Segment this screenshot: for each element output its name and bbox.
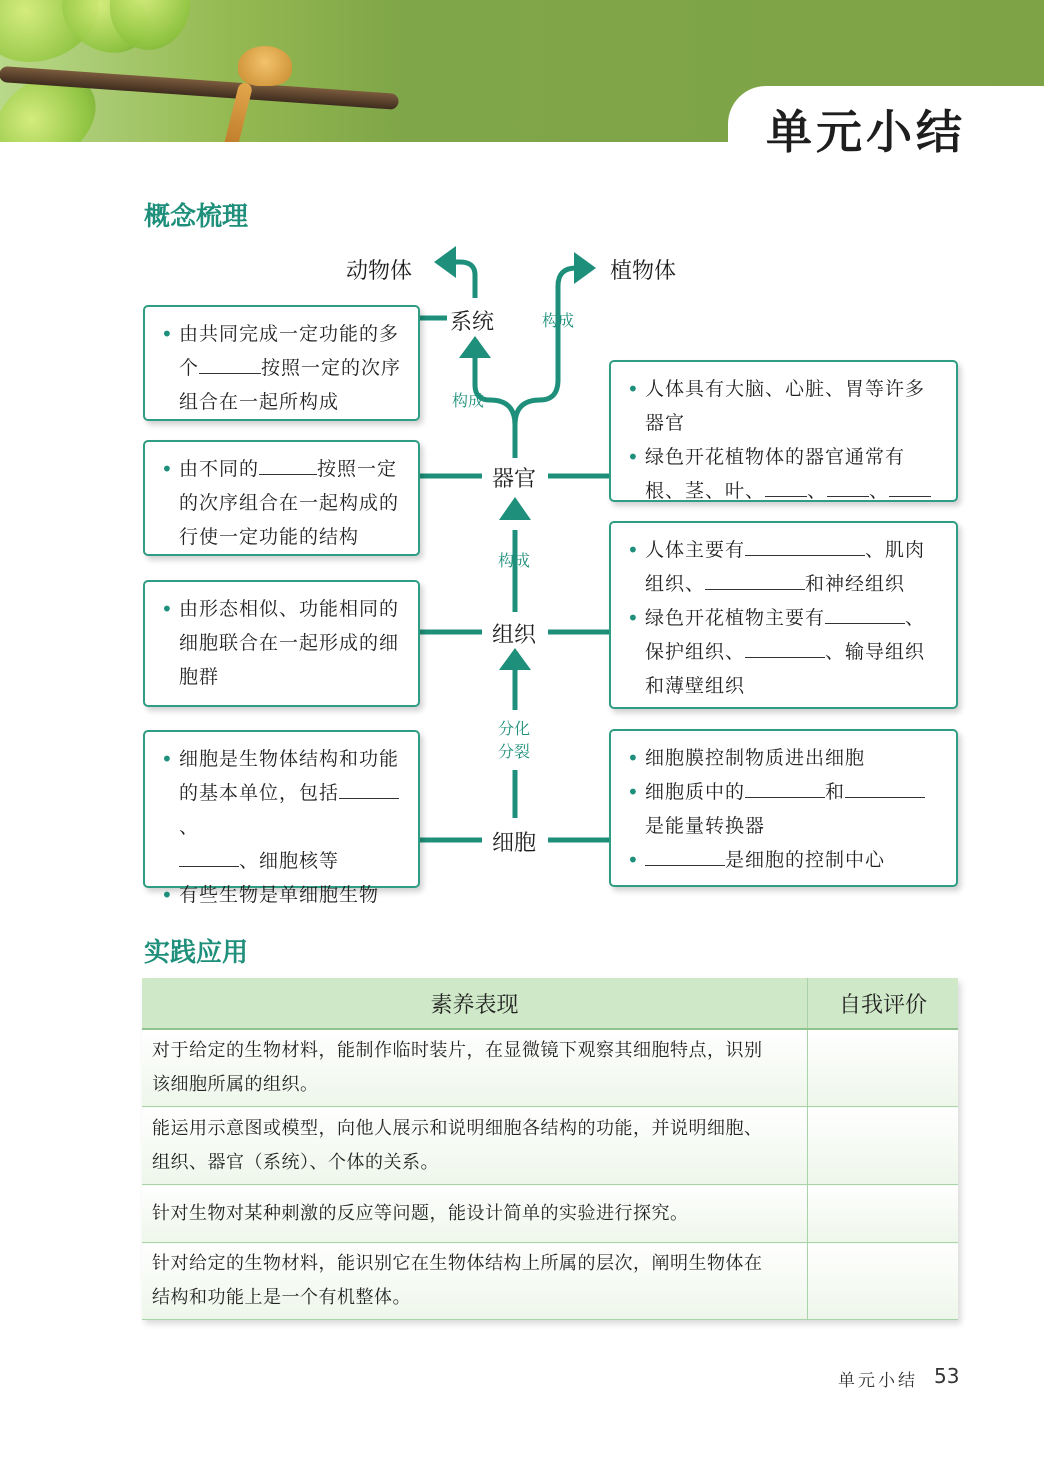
fill-blank[interactable] [889,476,931,497]
card-tissue-definition [143,580,420,707]
table-header-row [142,978,958,1029]
table-row [142,1243,958,1320]
plant-body-label: 植物体 [610,259,677,284]
page-title: 单元小结 [766,105,966,159]
text-line: 行使一定功能的结构 [179,526,360,548]
text-line: • 是细胞的控制中心 [645,843,942,877]
node-system: 系统 [450,310,495,335]
text-line: • 由共同完成一定功能的多 [179,317,404,351]
text-line: 的次序组合在一起构成的 [179,492,400,514]
fill-blank[interactable] [705,569,805,590]
table-row [142,1029,958,1107]
section-title-concept: 概念梳理 [144,202,249,232]
text-line: • 细胞质中的 和 [645,775,942,809]
fill-blank[interactable] [845,777,925,798]
label-differentiate: 分化 [498,719,531,738]
fill-blank[interactable] [745,637,825,658]
node-cell: 细胞 [492,831,537,856]
text-line: • 由形态相似、功能相同的 [179,592,404,626]
table-cell-evaluation[interactable] [808,1185,959,1243]
fill-blank[interactable] [179,846,239,867]
text-line: 个 按照一定的次序 [179,351,404,385]
label-compose-system: 构成 [452,391,485,410]
card-system-definition [143,305,420,421]
text-line: 组合在一起所构成 [179,391,340,413]
animal-body-label: 动物体 [346,259,413,284]
text-line: • 人体主要有 、肌肉 [645,533,942,567]
fill-blank[interactable] [827,476,869,497]
text-line: • 有些生物是单细胞生物 [179,878,404,912]
fill-blank[interactable] [825,603,905,624]
text-line: • 人体具有大脑、心脏、胃等许多 [645,372,942,406]
fill-blank[interactable] [339,778,399,799]
text-line: • 绿色开花植物体的器官通常有 [645,440,942,474]
text-line: 细胞联合在一起形成的细 [179,632,400,654]
table-cell-competency: 能运用示意图或模型，向他人展示和说明细胞各结构的功能，并说明细胞、 组织、器官（系统）、个体的关系。 [142,1107,808,1185]
table-cell-evaluation[interactable] [808,1107,959,1185]
label-compose-organ: 构成 [498,551,531,570]
text-line: • 细胞膜控制物质进出细胞 [645,741,942,775]
text-line: 和薄壁组织 [645,675,746,697]
card-cell-definition [143,730,420,906]
text-line: 保护组织、 、输导组织 [645,635,942,669]
text-line: • 由不同的 按照一定 [179,452,404,486]
card-tissue-examples [609,521,958,709]
table-row [142,1107,958,1185]
text-line: 根、茎、叶、 、 、 [645,474,942,508]
fill-blank[interactable] [199,353,261,374]
table-row [142,1185,958,1243]
table-cell-competency: 针对生物对某种刺激的反应等问题，能设计简单的实验进行探究。 [142,1185,808,1243]
self-evaluation-table [142,978,958,1320]
text-line: 组织、 和神经组织 [645,567,942,601]
section-title-practice: 实践应用 [144,938,249,968]
table-cell-competency: 针对给定的生物材料，能识别它在生物体结构上所属的层次，阐明生物体在 结构和功能上是一个有机整体。 [142,1243,808,1320]
table-cell-competency: 对于给定的生物材料，能制作临时装片，在显微镜下观察其细胞特点，识别 该细胞所属的组织。 [142,1029,808,1107]
table-cell-evaluation[interactable] [808,1243,959,1320]
text-line: 的基本单位，包括、 [179,776,404,844]
fill-blank[interactable] [765,476,807,497]
fill-blank[interactable] [745,777,825,798]
page-number: 53 [934,1364,960,1388]
table-cell-evaluation[interactable] [808,1029,959,1107]
text-line: 器官 [645,412,686,434]
node-tissue: 组织 [492,623,537,648]
footer-section-name: 单元小结 [838,1371,918,1391]
card-cell-structures [609,729,958,887]
card-organ-definition [143,440,420,556]
text-line: • 细胞是生物体结构和功能 [179,742,404,776]
text-line: 胞群 [179,666,220,688]
node-organ: 器官 [492,467,537,492]
header-competency: 素养表现 [142,978,808,1029]
text-line: • 绿色开花植物主要有 、 [645,601,942,635]
text-line: 是能量转换器 [645,815,766,837]
header-self-evaluation: 自我评价 [808,978,959,1029]
fill-blank[interactable] [645,845,725,866]
card-organ-examples [609,360,958,502]
label-divide: 分裂 [498,742,531,761]
fill-blank[interactable] [259,454,317,475]
label-compose-plant: 构成 [542,311,575,330]
fill-blank[interactable] [745,535,865,556]
text-line: 、细胞核等 [179,844,404,878]
